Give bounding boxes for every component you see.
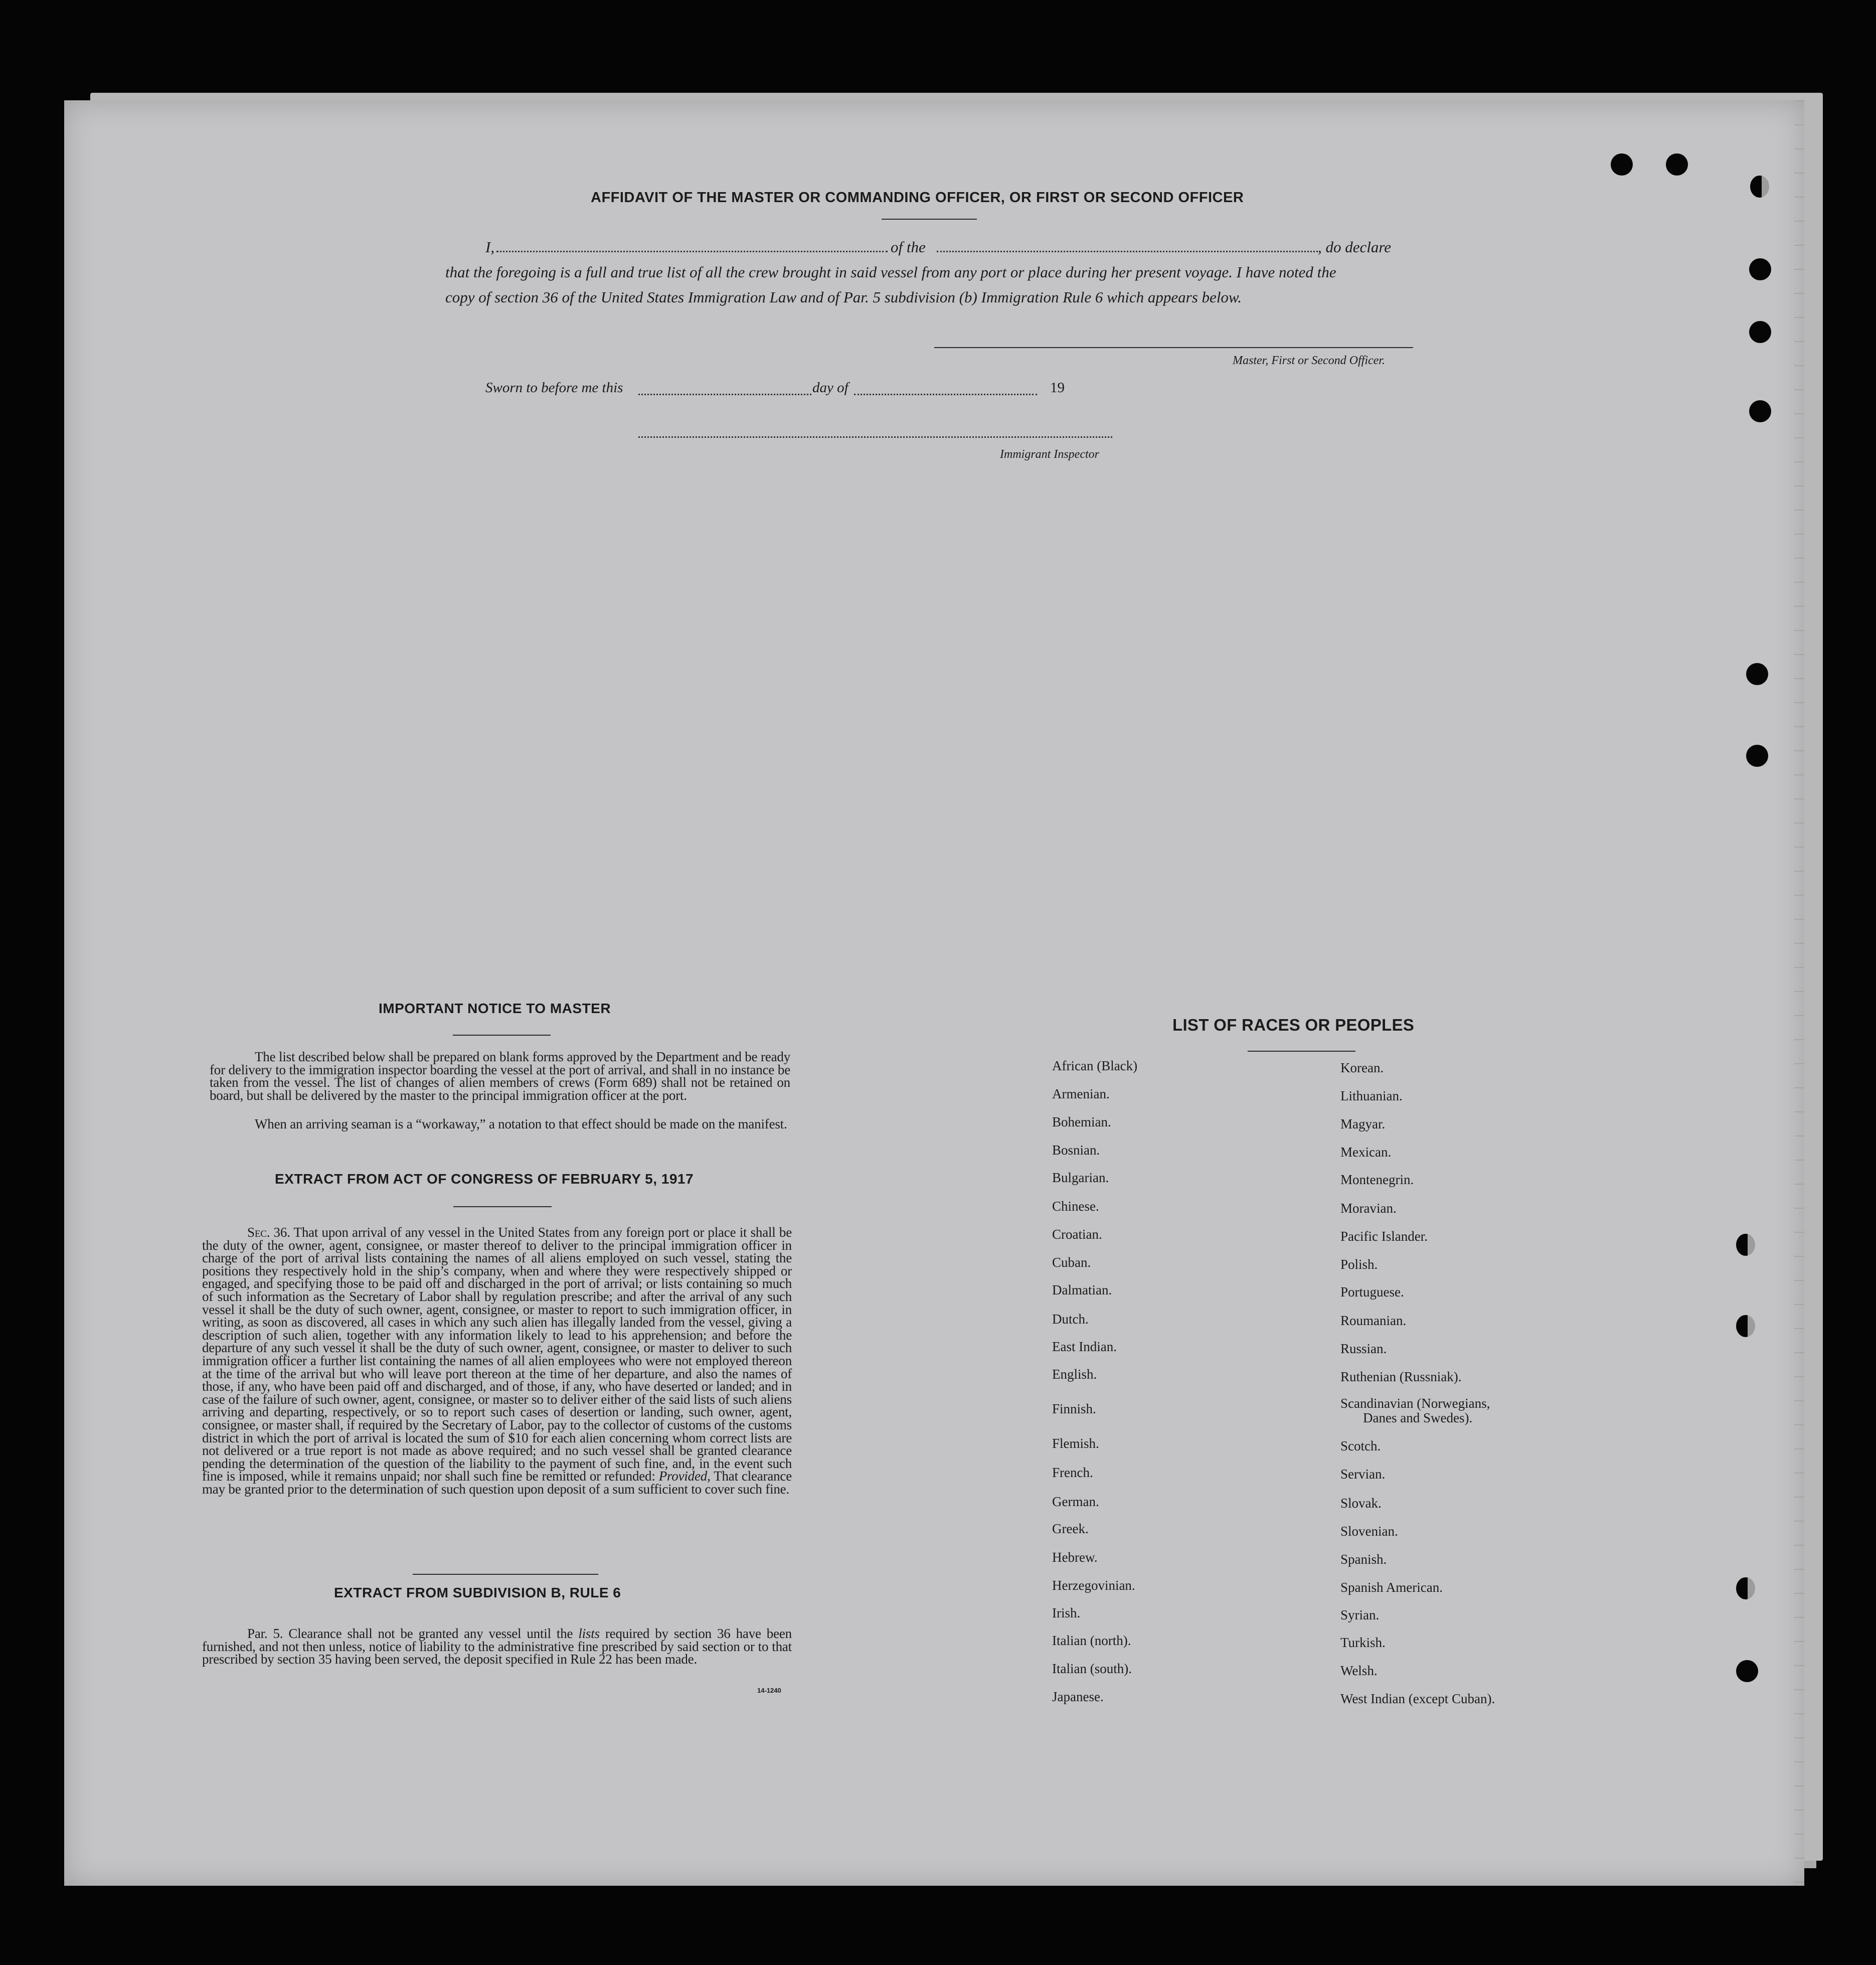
race-item: Ruthenian (Russniak). — [1340, 1369, 1462, 1384]
race-item: Herzegovinian. — [1052, 1578, 1135, 1593]
sworn-month-field[interactable] — [854, 394, 1037, 395]
race-item: Cuban. — [1052, 1255, 1091, 1270]
race-item: Montenegrin. — [1340, 1172, 1414, 1187]
name-field[interactable] — [496, 251, 888, 252]
race-item: Croatian. — [1052, 1227, 1102, 1242]
race-item: French. — [1052, 1465, 1093, 1480]
affidavit-declare: , do declare — [1318, 238, 1392, 256]
race-item: Turkish. — [1340, 1635, 1386, 1650]
race-item: Portuguese. — [1340, 1284, 1404, 1299]
race-item: Bohemian. — [1052, 1114, 1111, 1129]
race-item: Syrian. — [1340, 1607, 1380, 1622]
vessel-field[interactable] — [937, 251, 1318, 252]
sec-label: Sec. 36. — [247, 1225, 290, 1240]
notice-title: IMPORTANT NOTICE TO MASTER — [379, 1001, 611, 1016]
form-number: 14-1240 — [757, 1687, 781, 1694]
extract-act-rule — [453, 1206, 552, 1207]
affidavit-of-the: of the — [891, 238, 926, 256]
extract-rule-text-b: required by section 36 have been furnished, and not then unless, notice of liability to the administrative fine prescribed by said section or to that prescribed by section 35 having been served, the deposit specified in Rule 22 has been made. — [202, 1626, 792, 1667]
binding-hole — [1736, 1577, 1755, 1599]
notice-paragraph-1 — [210, 1051, 790, 1102]
extract-act-text: That upon arrival of any vessel in the United States from any foreign port or place it shall be the duty of the owner, agent, consignee, or master thereof to deliver to the principal immigration officer in charge of the port of arrival lists containing the names of all aliens employed on such vessel, stating the positions they respectively hold in the ship’s company, when and where they were respectively shipped or engaged, and specifying those to be paid off and discharged in the port of arrival; or lists containing so much of such information as the Secretary of Labor shall by regulation prescribe; and after the arrival of any such vessel it shall be the duty of such owner, agent, consignee, or master to report to such immigration officer, in writing, as soon as discovered, all cases in which any such alien has illegally landed from the vessel, giving a description of such alien, together with any information likely to lead to his apprehension; and before the departure of any such vessel it shall be the duty of such owner, agent, consignee, or master to deliver to such immigration officer a further list containing the names of all alien employees who were not employed thereon at the time of the arrival but who will leave port thereon at the time of her departure, and also the names of those, if any, who have been paid off and discharged, and of those, if any, who have deserted or landed; and in case of the failure of such owner, agent, consignee, or master so to deliver either of the said lists of such aliens arriving and departing, respectively, or so to report such cases of desertion or landing, such owner, agent, consignee, or master shall, if required by the Secretary of Labor, pay to the collector of customs of the customs district in which the port of arrival is located the sum of $10 for each alien concerning whom correct lists are not delivered or a true report is not made as above required; and no such vessel shall be granted clearance pending the determination of the question of the liability to the payment of such fine, and, in the event such fine is imposed, while it remains unpaid; nor shall such fine be remitted or refunded: — [202, 1225, 792, 1484]
race-item: Mexican. — [1340, 1144, 1392, 1160]
races-rule — [1248, 1051, 1355, 1052]
notice-text-1: The list described below shall be prepared on blank forms approved by the Department and be ready for delivery to the immigration inspector boarding the vessel at the port of arrival, and shall in no instance be taken from the vessel. The list of changes of alien members of crews (Form 689) shall not be retained on board, but shall be delivered by the master to the principal immigration officer at the port. — [210, 1049, 790, 1103]
races-title: LIST OF RACES OR PEOPLES — [1172, 1016, 1415, 1034]
binding-hole — [1666, 153, 1688, 176]
race-item: Hebrew. — [1052, 1550, 1098, 1565]
race-item: Danes and Swedes). — [1363, 1410, 1473, 1425]
race-item: Scotch. — [1340, 1438, 1381, 1453]
binding-hole — [1746, 663, 1768, 685]
binding-hole — [1750, 176, 1769, 198]
race-item: Welsh. — [1340, 1663, 1378, 1678]
race-item: Moravian. — [1340, 1201, 1397, 1216]
race-item: Italian (north). — [1052, 1633, 1131, 1648]
binding-hole — [1749, 400, 1771, 422]
sworn-day-field[interactable] — [638, 394, 811, 395]
race-item: Roumanian. — [1340, 1313, 1407, 1328]
binding-hole — [1736, 1315, 1755, 1337]
race-item: Dutch. — [1052, 1312, 1089, 1327]
race-item: West Indian (except Cuban). — [1340, 1691, 1495, 1706]
race-item: Finnish. — [1052, 1401, 1096, 1416]
race-item: Polish. — [1340, 1257, 1378, 1272]
binding-hole — [1611, 153, 1633, 176]
notice-text-2: When an arriving seaman is a “workaway,” a notation to that effect should be made on the manifest. — [255, 1116, 787, 1131]
race-item: Slovak. — [1340, 1496, 1382, 1511]
race-item: Russian. — [1340, 1341, 1387, 1356]
race-item: Armenian. — [1052, 1086, 1110, 1101]
race-item: Slovenian. — [1340, 1524, 1398, 1539]
extract-act-title: EXTRACT FROM ACT OF CONGRESS OF FEBRUARY 5, 1917 — [275, 1171, 694, 1187]
sworn-prefix: Sworn to before me this — [485, 380, 623, 396]
inspector-label: Immigrant Inspector — [1000, 448, 1099, 461]
race-item: Dalmatian. — [1052, 1282, 1112, 1297]
race-item: German. — [1052, 1494, 1099, 1509]
race-item: East Indian. — [1052, 1339, 1117, 1354]
race-item: Flemish. — [1052, 1436, 1099, 1451]
proviso-text: That clearance may be granted prior to the determination of such question upon deposit of a sum sufficient to cover such fine. — [202, 1468, 792, 1497]
extract-rule-top-rule — [413, 1574, 598, 1575]
binding-hole — [1749, 321, 1771, 343]
race-item: Korean. — [1340, 1060, 1384, 1075]
master-signature-line[interactable] — [934, 347, 1413, 348]
document-page — [64, 100, 1804, 1886]
race-item: Greek. — [1052, 1521, 1089, 1536]
race-item: Italian (south). — [1052, 1661, 1132, 1676]
extract-rule-title: EXTRACT FROM SUBDIVISION B, RULE 6 — [334, 1585, 621, 1600]
binding-hole — [1736, 1660, 1758, 1682]
affidavit-i: I, — [485, 238, 495, 256]
affidavit-title: AFFIDAVIT OF THE MASTER OR COMMANDING OFFICER, OR FIRST OR SECOND OFFICER — [591, 190, 1244, 206]
sworn-day-of: day of — [812, 380, 848, 396]
race-item: Chinese. — [1052, 1199, 1099, 1214]
notice-rule — [453, 1035, 551, 1036]
sworn-year: 19 — [1050, 380, 1065, 396]
title-rule — [882, 219, 977, 220]
extract-rule-paragraph — [202, 1627, 792, 1666]
race-item: Magyar. — [1340, 1116, 1386, 1131]
race-item: Servian. — [1340, 1466, 1386, 1482]
extract-rule-text-a: Par. 5. Clearance shall not be granted any vessel until the — [247, 1626, 573, 1641]
race-item: Japanese. — [1052, 1689, 1104, 1704]
race-item: Lithuanian. — [1340, 1088, 1403, 1103]
inspector-signature-line[interactable] — [638, 436, 1112, 438]
race-item: English. — [1052, 1367, 1097, 1382]
extract-act-paragraph — [202, 1226, 792, 1496]
binding-hole — [1749, 258, 1771, 280]
affidavit-line3: copy of section 36 of the United States Immigration Law and of Par. 5 subdivision (b) Immigration Rule 6 which appears below. — [445, 288, 1242, 306]
binding-hole — [1746, 745, 1768, 767]
affidavit-line2: that the foregoing is a full and true list of all the crew brought in said vessel from any port or place during her present voyage. I have noted the — [445, 263, 1336, 281]
lists-word: lists — [578, 1626, 600, 1641]
master-signature-label: Master, First or Second Officer. — [1233, 354, 1385, 367]
race-item: Scandinavian (Norwegians, — [1340, 1396, 1490, 1411]
page-edge — [1794, 100, 1804, 1886]
race-item: Spanish American. — [1340, 1580, 1443, 1595]
race-item: Bulgarian. — [1052, 1170, 1109, 1185]
notice-paragraph-2 — [210, 1118, 790, 1131]
race-item: African (Black) — [1052, 1058, 1138, 1073]
race-item: Pacific Islander. — [1340, 1229, 1428, 1244]
binding-hole — [1736, 1234, 1755, 1256]
race-item: Irish. — [1052, 1605, 1081, 1620]
race-item: Spanish. — [1340, 1552, 1387, 1567]
proviso-label: Provided, — [658, 1468, 711, 1484]
race-item: Bosnian. — [1052, 1142, 1100, 1158]
